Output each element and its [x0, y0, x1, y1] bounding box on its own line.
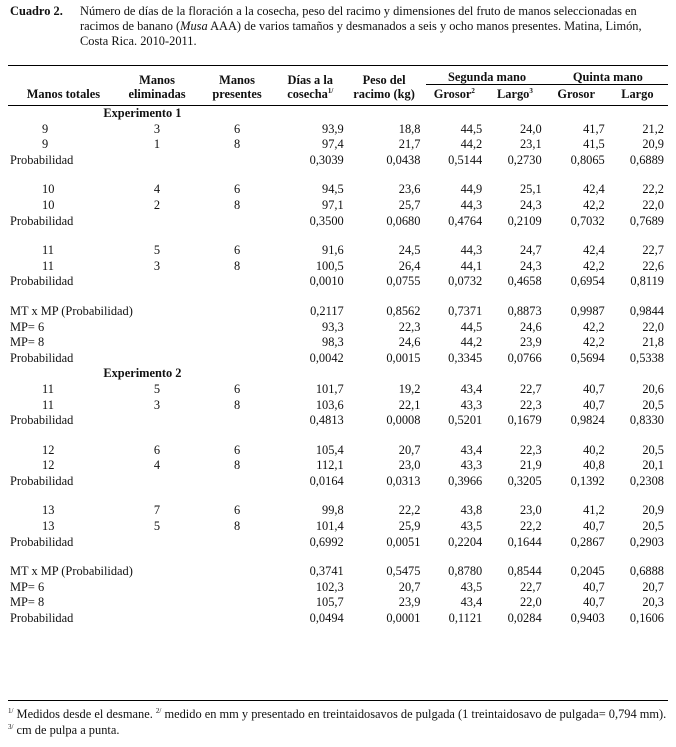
cell-largo-5: 22,2 [642, 182, 664, 197]
cell-peso: 26,4 [398, 258, 421, 273]
cell-manos-eliminadas: 3 [153, 258, 161, 273]
row-label: MT x MP (Probabilidad) [10, 564, 133, 579]
cell-value: 0,9844 [629, 303, 664, 318]
cell-value: 0,1644 [507, 534, 542, 549]
cell-largo-2: 24,3 [519, 258, 542, 273]
cell-manos-eliminadas: 3 [153, 121, 161, 136]
cell-value: 98,3 [322, 335, 344, 350]
cell-value: 0,1121 [448, 611, 483, 626]
cell-largo-2: 23,0 [519, 503, 542, 518]
cell-value: 42,2 [583, 319, 605, 334]
experiment-title: Experimento 2 [103, 366, 182, 381]
cell-value: 23,9 [398, 595, 421, 610]
row-label: Probabilidad [10, 413, 74, 428]
summary-row [8, 351, 668, 367]
cell-dias: 97,1 [322, 197, 344, 212]
cell-value: 0,8873 [507, 303, 542, 318]
header-dias-sup: 1/ [327, 86, 334, 95]
cell-grosor-5: 40,8 [583, 458, 605, 473]
cell-value: 0,1679 [507, 413, 542, 428]
cell-largo-2: 24,7 [519, 243, 542, 258]
caption-text [80, 4, 670, 49]
cell-value: 102,3 [315, 579, 344, 594]
cell-value: 0,4764 [448, 213, 483, 228]
cell-manos-presentes: 8 [233, 397, 241, 412]
spacer-row [8, 290, 668, 304]
table-row [8, 398, 668, 414]
cell-peso: 21,7 [398, 137, 421, 152]
cell-value: 20,7 [398, 579, 421, 594]
cell-grosor-5: 42,4 [583, 243, 605, 258]
summary-row [8, 320, 668, 336]
cell-largo-5: 22,0 [642, 197, 664, 212]
cell-value: 0,3205 [507, 473, 542, 488]
cell-manos-eliminadas: 2 [153, 197, 161, 212]
cell-manos-totales: 9 [42, 121, 49, 136]
probability-row [8, 474, 668, 490]
cell-manos-eliminadas: 1 [153, 137, 161, 152]
table-row [8, 458, 668, 474]
cell-value: 0,0766 [507, 350, 542, 365]
cell-grosor-5: 40,2 [583, 442, 605, 457]
cell-value: 0,0015 [386, 350, 421, 365]
cell-value: 0,0010 [309, 274, 344, 289]
summary-row [8, 611, 668, 627]
table-row [8, 259, 668, 275]
header-manos-presentes: Manos presentes [212, 73, 262, 101]
cell-manos-presentes: 8 [233, 197, 241, 212]
cell-value: 0,7689 [629, 213, 664, 228]
cell-peso: 20,7 [398, 442, 421, 457]
data-table [8, 70, 668, 627]
cell-largo-2: 22,3 [519, 397, 542, 412]
cell-value: 40,7 [583, 595, 605, 610]
caption-text-part: AAA) de varios tamaños y desmanados a seis y ocho manos presentes. Matina, Limón, Costa Rica. 2010-2011. [80, 19, 642, 48]
caption-italic: Musa [180, 19, 208, 33]
cell-manos-eliminadas: 5 [153, 381, 161, 396]
cell-grosor-2: 43,3 [460, 397, 483, 412]
cell-grosor-5: 40,7 [583, 519, 605, 534]
cell-grosor-2: 44,9 [460, 182, 483, 197]
cell-value: 40,7 [583, 579, 605, 594]
cell-value: 0,9987 [570, 303, 605, 318]
cell-value: 22,0 [642, 319, 664, 334]
cell-manos-eliminadas: 4 [153, 458, 161, 473]
cell-value: 0,9824 [570, 413, 605, 428]
cell-largo-5: 20,9 [642, 137, 664, 152]
spacer-cell [277, 106, 668, 122]
experiment-title: Experimento 1 [103, 106, 182, 120]
cell-dias: 103,6 [315, 397, 344, 412]
cell-grosor-5: 41,7 [583, 121, 605, 136]
cell-value: 23,9 [519, 335, 542, 350]
cell-value: 0,5338 [629, 350, 664, 365]
cell-value: 0,0042 [309, 350, 344, 365]
cell-value: 0,5694 [570, 350, 605, 365]
cell-manos-totales: 9 [42, 137, 49, 152]
spacer-row [8, 489, 668, 503]
header-grosor-sup: 2 [471, 86, 475, 95]
cell-peso: 24,5 [398, 243, 421, 258]
cell-dias: 94,5 [322, 182, 344, 197]
cell-grosor-5: 42,4 [583, 182, 605, 197]
cell-value: 0,0284 [507, 611, 542, 626]
cell-value: 0,0438 [386, 152, 421, 167]
cell-value: 24,6 [519, 319, 542, 334]
row-label: Probabilidad [10, 213, 74, 228]
cell-dias: 101,4 [315, 519, 344, 534]
row-label: Probabilidad [10, 350, 74, 365]
cell-peso: 22,1 [398, 397, 421, 412]
cell-grosor-5: 41,5 [583, 137, 605, 152]
cell-grosor-2: 43,5 [460, 519, 483, 534]
row-label: Probabilidad [10, 611, 74, 626]
cell-grosor-2: 43,4 [460, 381, 483, 396]
caption-label: Cuadro 2. [10, 4, 63, 18]
bottom-rule [8, 700, 668, 701]
footnote [8, 706, 670, 738]
cell-grosor-5: 41,2 [583, 503, 605, 518]
cell-value: 0,7371 [448, 303, 483, 318]
cell-dias: 101,7 [315, 381, 344, 396]
cell-dias: 100,5 [315, 258, 344, 273]
cell-value: 0,5201 [448, 413, 483, 428]
header-largo-segunda [488, 85, 547, 102]
cell-value: 0,0680 [386, 213, 421, 228]
cell-manos-totales: 12 [42, 458, 55, 473]
table-row [8, 198, 668, 214]
cell-manos-presentes: 6 [233, 243, 241, 258]
header-dias-text: Días a la cosecha [287, 73, 333, 101]
header-grosor-segunda [426, 85, 488, 102]
cell-value: 0,6889 [629, 152, 664, 167]
cell-value: 0,1392 [570, 473, 605, 488]
cell-manos-eliminadas: 3 [153, 397, 161, 412]
summary-row [8, 564, 668, 580]
header-largo-quinta: Largo [621, 87, 654, 101]
probability-row [8, 153, 668, 169]
table-row [8, 137, 668, 153]
footnote-mark-2: 2/ [155, 706, 162, 715]
row-label: Probabilidad [10, 274, 74, 289]
header-grosor-quinta: Grosor [557, 87, 596, 101]
cell-value: 44,2 [460, 335, 483, 350]
cell-manos-presentes: 8 [233, 258, 241, 273]
header-quinta-mano: Quinta mano [548, 70, 668, 85]
table-row [8, 182, 668, 198]
cell-value: 0,5475 [386, 564, 421, 579]
cell-value: 0,0313 [386, 473, 421, 488]
cell-manos-totales: 11 [42, 397, 54, 412]
cell-value: 0,0001 [386, 611, 421, 626]
spacer-cell [8, 489, 668, 503]
footnote-text-3: cm de pulpa a punta. [13, 723, 120, 737]
probability-row [8, 274, 668, 290]
footnote-text-2: medido en mm y presentado en treintaidosavos de pulgada (1 treintaidosavo de pulgada= 0,794 mm). [161, 707, 667, 721]
cell-manos-presentes: 6 [233, 121, 241, 136]
summary-row [8, 595, 668, 611]
cell-largo-5: 22,7 [642, 243, 664, 258]
cell-largo-5: 20,5 [642, 397, 664, 412]
cell-value: 43,4 [460, 595, 483, 610]
cell-value: 0,8065 [570, 152, 605, 167]
cell-peso: 25,7 [398, 197, 421, 212]
cell-value: 0,4658 [507, 274, 542, 289]
cell-value: 0,0051 [386, 534, 421, 549]
cell-grosor-2: 44,1 [460, 258, 483, 273]
caption-text-part: Número de días de la floración a la cosecha, peso del racimo y dimensiones del fruto de manos seleccionadas en racimos de banano ( [80, 4, 637, 33]
cell-peso: 19,2 [398, 381, 421, 396]
cell-value: 21,8 [642, 335, 664, 350]
cell-value: 22,7 [519, 579, 542, 594]
cell-value: 0,4813 [309, 413, 344, 428]
cell-value: 24,6 [398, 335, 421, 350]
cell-manos-eliminadas: 5 [153, 243, 161, 258]
spacer-cell [8, 550, 668, 564]
probability-row [8, 214, 668, 230]
cell-value: 0,8780 [448, 564, 483, 579]
table-row [8, 382, 668, 398]
cell-largo-5: 22,6 [642, 258, 664, 273]
cell-largo-2: 24,0 [519, 121, 542, 136]
cell-grosor-2: 44,3 [460, 243, 483, 258]
cell-largo-5: 20,5 [642, 519, 664, 534]
spacer-row [8, 429, 668, 443]
cell-grosor-2: 44,2 [460, 137, 483, 152]
cell-value: 0,1606 [629, 611, 664, 626]
cell-value: 0,2109 [507, 213, 542, 228]
cell-value: 0,8119 [630, 274, 664, 289]
cell-manos-eliminadas: 7 [153, 503, 161, 518]
cell-value: 43,5 [460, 579, 483, 594]
cell-value: 0,0008 [386, 413, 421, 428]
cell-grosor-2: 43,4 [460, 442, 483, 457]
cell-manos-presentes: 8 [233, 137, 241, 152]
row-label: MT x MP (Probabilidad) [10, 303, 133, 318]
cell-value: 0,2045 [570, 564, 605, 579]
cell-manos-presentes: 6 [233, 381, 241, 396]
table-caption [10, 4, 670, 49]
cell-manos-eliminadas: 6 [153, 442, 161, 457]
cell-value: 0,8562 [386, 303, 421, 318]
row-label: Probabilidad [10, 152, 74, 167]
cell-largo-5: 20,5 [642, 442, 664, 457]
row-label: Probabilidad [10, 473, 74, 488]
cell-manos-totales: 11 [42, 258, 54, 273]
experiment-title-row [8, 366, 668, 382]
cell-peso: 22,2 [398, 503, 421, 518]
spacer-cell [8, 229, 668, 243]
cell-value: 0,9403 [570, 611, 605, 626]
cell-peso: 23,0 [398, 458, 421, 473]
header-largo-sup: 3 [529, 86, 533, 95]
cell-value: 0,7032 [570, 213, 605, 228]
cell-value: 0,2903 [629, 534, 664, 549]
header-peso-racimo: Peso del racimo (kg) [353, 73, 415, 101]
summary-row [8, 580, 668, 596]
cell-value: 0,2730 [507, 152, 542, 167]
cell-manos-totales: 11 [42, 381, 54, 396]
cell-grosor-5: 40,7 [583, 397, 605, 412]
cell-value: 0,0494 [309, 611, 344, 626]
probability-row [8, 535, 668, 551]
cell-largo-2: 22,7 [519, 381, 542, 396]
table-body [8, 106, 668, 627]
cell-grosor-5: 40,7 [583, 381, 605, 396]
cell-value: 0,3345 [448, 350, 483, 365]
spacer-cell [8, 168, 668, 182]
table-row [8, 503, 668, 519]
cell-peso: 25,9 [398, 519, 421, 534]
cell-manos-eliminadas: 5 [153, 519, 161, 534]
cell-peso: 18,8 [398, 121, 421, 136]
row-label: MP= 8 [10, 595, 45, 610]
cell-value: 42,2 [583, 335, 605, 350]
cell-manos-totales: 10 [42, 197, 55, 212]
header-grosor-text: Grosor [433, 87, 472, 101]
cell-manos-totales: 13 [42, 503, 55, 518]
header-manos-eliminadas: Manos eliminadas [128, 73, 186, 101]
cell-grosor-5: 42,2 [583, 258, 605, 273]
cell-value: 0,0755 [386, 274, 421, 289]
cell-manos-totales: 12 [42, 442, 55, 457]
cell-value: 0,0164 [309, 473, 344, 488]
header-largo-text: Largo [497, 87, 530, 101]
cell-value: 0,3966 [448, 473, 483, 488]
cell-value: 0,8544 [507, 564, 542, 579]
cell-grosor-2: 44,5 [460, 121, 483, 136]
experiment-title-row [8, 106, 668, 122]
cell-value: 0,3741 [309, 564, 344, 579]
cell-dias: 91,6 [322, 243, 344, 258]
header-segunda-mano: Segunda mano [426, 70, 547, 85]
cell-value: 0,6992 [309, 534, 344, 549]
cell-manos-presentes: 6 [233, 442, 241, 457]
cell-largo-5: 20,6 [642, 381, 664, 396]
cell-grosor-2: 43,8 [460, 503, 483, 518]
spacer-cell [277, 366, 668, 382]
row-label: Probabilidad [10, 534, 74, 549]
cell-dias: 93,9 [322, 121, 344, 136]
table-row [8, 443, 668, 459]
cell-manos-presentes: 6 [233, 503, 241, 518]
cell-manos-totales: 10 [42, 182, 55, 197]
table-row [8, 519, 668, 535]
cell-manos-presentes: 8 [233, 458, 241, 473]
cell-dias: 97,4 [322, 137, 344, 152]
cell-largo-5: 20,9 [642, 503, 664, 518]
cell-largo-5: 21,2 [642, 121, 664, 136]
footnote-mark-1: 1/ [8, 706, 14, 715]
cell-value: 0,6954 [570, 274, 605, 289]
cell-largo-2: 21,9 [519, 458, 542, 473]
row-label: MP= 8 [10, 335, 45, 350]
cell-largo-2: 23,1 [519, 137, 542, 152]
cell-grosor-2: 44,3 [460, 197, 483, 212]
cell-largo-2: 22,2 [519, 519, 542, 534]
cell-value: 22,0 [519, 595, 542, 610]
cell-largo-2: 25,1 [519, 182, 542, 197]
cell-value: 0,2117 [310, 303, 344, 318]
spacer-row [8, 229, 668, 243]
table-row [8, 243, 668, 259]
summary-row [8, 304, 668, 320]
cell-value: 0,0732 [448, 274, 483, 289]
spacer-cell [8, 429, 668, 443]
cell-manos-presentes: 8 [233, 519, 241, 534]
cell-value: 20,3 [642, 595, 664, 610]
cell-grosor-2: 43,3 [460, 458, 483, 473]
cell-value: 22,3 [398, 319, 421, 334]
spacer-row [8, 550, 668, 564]
summary-row [8, 335, 668, 351]
spacer-cell [8, 290, 668, 304]
footnote-mark-3: 3/ [8, 722, 14, 731]
header-dias-cosecha [277, 70, 348, 101]
cell-value: 93,3 [322, 319, 344, 334]
cell-largo-2: 24,3 [519, 197, 542, 212]
cell-largo-2: 22,3 [519, 442, 542, 457]
cell-value: 0,8330 [629, 413, 664, 428]
footnote-text-1: Medidos desde el desmane. [13, 707, 156, 721]
header-manos-totales: Manos totales [26, 87, 101, 101]
top-rule [8, 65, 668, 66]
cell-dias: 105,4 [315, 442, 344, 457]
cell-manos-eliminadas: 4 [153, 182, 161, 197]
cell-value: 105,7 [315, 595, 344, 610]
cell-value: 0,2204 [448, 534, 483, 549]
cell-value: 0,2867 [570, 534, 605, 549]
cell-value: 0,2308 [629, 473, 664, 488]
cell-value: 0,3500 [309, 213, 344, 228]
cell-value: 44,5 [460, 319, 483, 334]
cell-manos-totales: 13 [42, 519, 55, 534]
spacer-row [8, 168, 668, 182]
cell-dias: 112,1 [316, 458, 344, 473]
cell-value: 20,7 [642, 579, 664, 594]
table-row [8, 122, 668, 138]
cell-dias: 99,8 [322, 503, 344, 518]
cell-manos-totales: 11 [42, 243, 54, 258]
row-label: MP= 6 [10, 319, 45, 334]
row-label: MP= 6 [10, 579, 45, 594]
cell-value: 0,5144 [448, 152, 483, 167]
cell-value: 0,6888 [629, 564, 664, 579]
cell-grosor-5: 42,2 [583, 197, 605, 212]
cell-largo-5: 20,1 [642, 458, 664, 473]
cell-value: 0,3039 [309, 152, 344, 167]
cell-peso: 23,6 [398, 182, 421, 197]
cell-manos-presentes: 6 [233, 182, 241, 197]
probability-row [8, 413, 668, 429]
